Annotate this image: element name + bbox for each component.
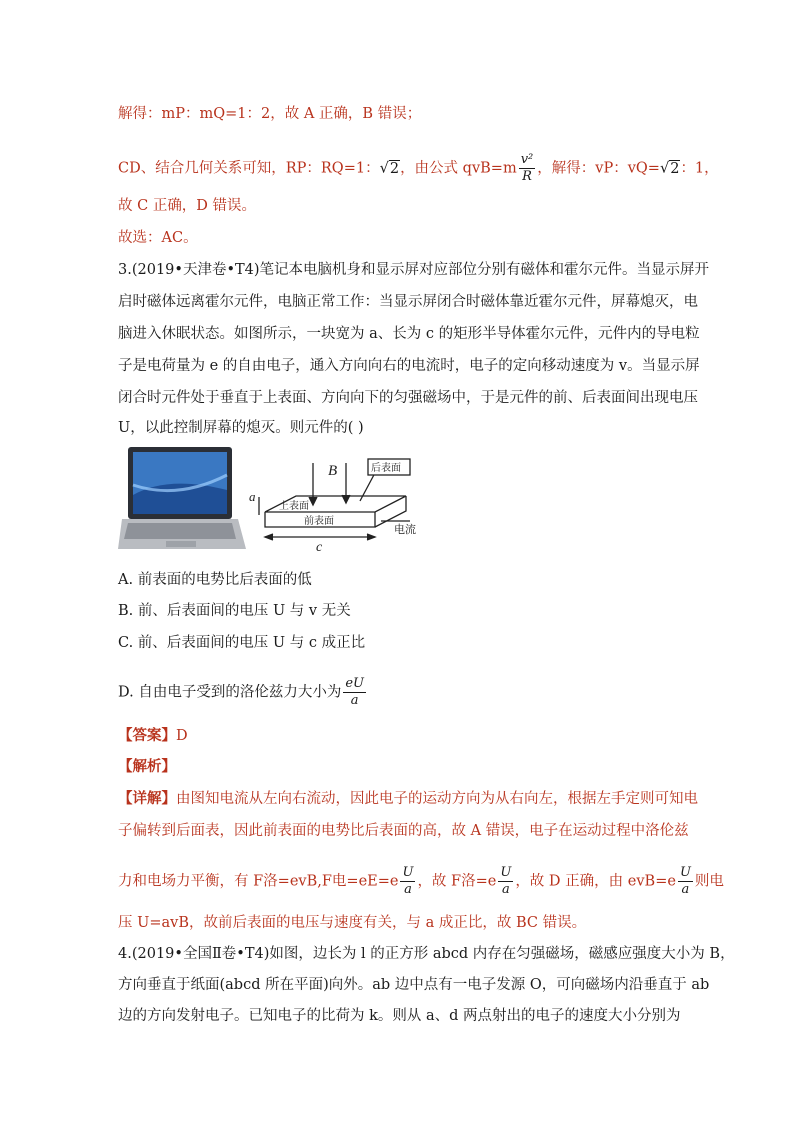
q3-stem-line: 3.(2019•天津卷•T4)笔记本电脑机身和显示屏对应部位分别有磁体和霍尔元件。当显示屏开 xyxy=(118,262,710,278)
solution-line-3: 故 C 正确，D 错误。 xyxy=(118,198,257,214)
label-c: c xyxy=(316,540,323,555)
option-a: A. 前表面的电势比后表面的低 xyxy=(118,572,312,588)
option-b: B. 前、后表面间的电压 U 与 v 无关 xyxy=(118,603,351,619)
q3-stem-line: 子是电荷量为 e 的自由电子，通入方向向右的电流时，电子的定向移动速度为 v。当显示屏 xyxy=(118,358,700,374)
q3-stem-line: U，以此控制屏幕的熄灭。则元件的( ) xyxy=(118,420,364,436)
q3-stem-line: 启时磁体远离霍尔元件，电脑正常工作：当显示屏闭合时磁体靠近霍尔元件，屏幕熄灭，电 xyxy=(118,294,698,310)
detail-line-1: 【详解】由图知电流从左向右流动，因此电子的运动方向为从右向左，根据左手定则可知电 xyxy=(118,790,698,807)
laptop-and-hall-element-diagram xyxy=(118,445,438,560)
sqrt-expression: √2 xyxy=(379,160,400,177)
label-a: a xyxy=(249,489,256,504)
q3-figure xyxy=(118,445,438,560)
detail-line-4: 压 U=avB，故前后表面的电压与速度有关，与 a 成正比，故 BC 错误。 xyxy=(118,915,587,931)
solution-line-4: 故选：AC。 xyxy=(118,230,198,246)
q4-stem-line: 4.(2019•全国Ⅱ卷•T4)如图，边长为 l 的正方形 abcd 内存在匀强磁场，磁感应强度大小为 B， xyxy=(118,946,735,962)
detail-line-3: 力和电场力平衡，有 F洛=evB,F电=eE=e $\frac{U}{a}$ ，故 F洛=e $\frac{U}{a}$ ，故 D 正确，由 evB=e $\frac{U}{a}$ 则电 xyxy=(118,865,724,897)
option-c: C. 前、后表面间的电压 U 与 c 成正比 xyxy=(118,635,366,651)
label-B: B xyxy=(328,463,338,479)
q3-stem-line: 脑进入休眠状态。如图所示，一块宽为 a、长为 c 的矩形半导体霍尔元件，元件内的导电粒 xyxy=(118,326,700,342)
solution-line-1: 解得：mP：mQ=1：2，故 A 正确，B 错误； xyxy=(118,106,422,122)
label-back-surface: 后表面 xyxy=(371,463,401,474)
fraction-v2-over-R: $\frac{\text{v²}}{R}$ xyxy=(520,152,534,184)
answer-line xyxy=(118,726,188,746)
detail-tag: 【详解】 xyxy=(118,790,176,807)
q4-stem-line: 边的方向发射电子。已知电子的比荷为 k。则从 a、d 两点射出的电子的速度大小分别为 xyxy=(118,1008,681,1024)
laptop-image xyxy=(118,447,246,549)
solution-line-2: CD、结合几何关系可知，RP：RQ=1：√2，由公式 qvB=m $\frac{\text{v²}}{R}$ ，解得：vP：vQ=√2：1， xyxy=(118,152,719,184)
detail-line-2: 子偏转到后面表，因此前表面的电势比后表面的高，故 A 错误，电子在运动过程中洛伦兹 xyxy=(118,823,689,839)
option-d: D. 自由电子受到的洛伦兹力大小为 $\frac{eU}{a}$ xyxy=(118,676,364,708)
analysis-tag: 【解析】 xyxy=(118,758,176,775)
q4-stem-line: 方向垂直于纸面(abcd 所在平面)向外。ab 边中点有一电子发源 O，可向磁场内沿垂直于 ab xyxy=(118,977,710,993)
answer-value: D xyxy=(176,728,188,744)
label-top-surface: 上表面 xyxy=(279,501,309,512)
q3-stem-line: 闭合时元件处于垂直于上表面、方向向下的匀强磁场中，于是元件的前、后表面间出现电压 xyxy=(118,390,698,406)
label-current: 电流 xyxy=(394,523,416,536)
label-front-surface: 前表面 xyxy=(304,516,334,527)
answer-tag: 【答案】 xyxy=(118,727,176,744)
fraction-eU-over-a: $\frac{eU}{a}$ xyxy=(345,676,364,708)
